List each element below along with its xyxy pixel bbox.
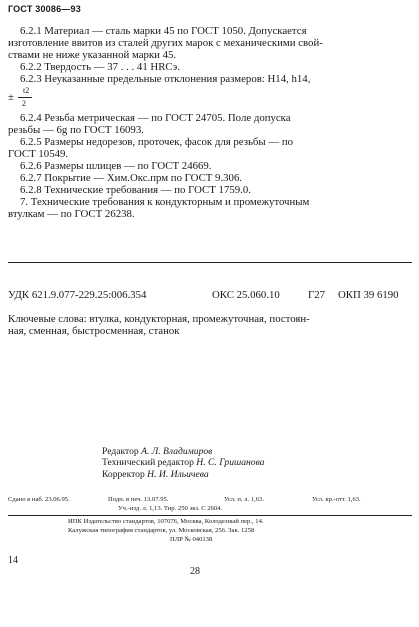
- imprint-divider: [8, 515, 412, 516]
- tech-editor-credit: [102, 457, 264, 468]
- keywords-line-1: Ключевые слова: втулка, кондукторная, промежуточная, постоян-: [8, 313, 310, 325]
- para-6-2-1: 6.2.1 Материал — сталь марки 45 по ГОСТ 1050. Допускается: [20, 25, 307, 37]
- page-number: 28: [190, 566, 200, 577]
- plus-minus-sign: ±: [8, 91, 14, 103]
- para-6-2-7: 6.2.7 Покрытие — Хим.Окс.прм по ГОСТ 9.306.: [20, 172, 243, 184]
- okp-code: ОКП 39 6190: [338, 289, 399, 301]
- para-line: ствами не ниже указанной марки 45.: [8, 49, 177, 61]
- imprint-printer: Калужская типография стандартов, ул. Московская, 256. Зак. 1258: [68, 527, 255, 534]
- tech-editor-name: Н. С. Гришанова: [196, 457, 265, 468]
- tolerance-fraction: [8, 86, 38, 112]
- para-6-2-3: 6.2.3 Неуказанные предельные отклонения размеров: H14, h14,: [20, 73, 311, 85]
- editor-name: А. Л. Владимиров: [141, 446, 213, 457]
- proofreader-label: Корректор: [102, 469, 145, 480]
- imprint-license: ПЛР № 040138: [170, 536, 213, 543]
- imprint-print-sheets: Усл. п. л. 1,63.: [224, 496, 264, 503]
- section-divider: [8, 262, 412, 263]
- fraction-numerator: t2: [23, 86, 30, 95]
- imprint-publisher: ИПК Издательство стандартов, 107076, Москва, Колодезный пер., 14.: [68, 518, 264, 525]
- fraction-denominator: 2: [22, 99, 26, 108]
- para-line: резьбы — 6g по ГОСТ 16093.: [8, 124, 144, 136]
- para-line: ГОСТ 10549.: [8, 148, 69, 160]
- para-7: 7. Технические требования к кондукторным и промежуточным: [20, 196, 310, 208]
- udk-code: УДК 621.9.077-229.25:006.354: [8, 289, 147, 301]
- para-line: втулкам — по ГОСТ 26238.: [8, 208, 135, 220]
- imprint-edition: Уч.-изд. л. 1,13. Тир. 250 экз. С 2604.: [118, 505, 223, 512]
- imprint-submitted: Сдано в наб. 23.06.95.: [8, 496, 70, 503]
- keywords-line-2: ная, сменная, быстросменная, станок: [8, 325, 180, 337]
- imprint-signed: Подп. в печ. 13.07.95.: [108, 496, 169, 503]
- fraction-bar: [18, 97, 32, 98]
- footer-left-number: 14: [8, 555, 18, 566]
- oks-code: ОКС 25.060.10: [212, 289, 280, 301]
- para-6-2-5: 6.2.5 Размеры недорезов, проточек, фасок для резьбы — по: [20, 136, 294, 148]
- proofreader-credit: [102, 469, 209, 480]
- group-code: Г27: [308, 289, 326, 301]
- document-code: ГОСТ 30086—93: [8, 4, 81, 14]
- para-line: изготовление ввитов из сталей других марок с механическими свой-: [8, 37, 323, 49]
- para-6-2-2: 6.2.2 Твердость — 37 . . . 41 HRCэ.: [20, 61, 180, 73]
- editor-credit: [102, 446, 212, 457]
- proofreader-name: Н. И. Ильичева: [147, 469, 209, 480]
- tech-editor-label: Технический редактор: [102, 457, 194, 468]
- para-6-2-8: 6.2.8 Технические требования — по ГОСТ 1759.0.: [20, 184, 251, 196]
- para-6-2-4: 6.2.4 Резьба метрическая — по ГОСТ 24705. Поле допуска: [20, 112, 291, 124]
- para-6-2-6: 6.2.6 Размеры шлицев — по ГОСТ 24669.: [20, 160, 212, 172]
- imprint-color-sheets: Усл. кр.-отт. 1,63.: [312, 496, 361, 503]
- editor-label: Редактор: [102, 446, 139, 457]
